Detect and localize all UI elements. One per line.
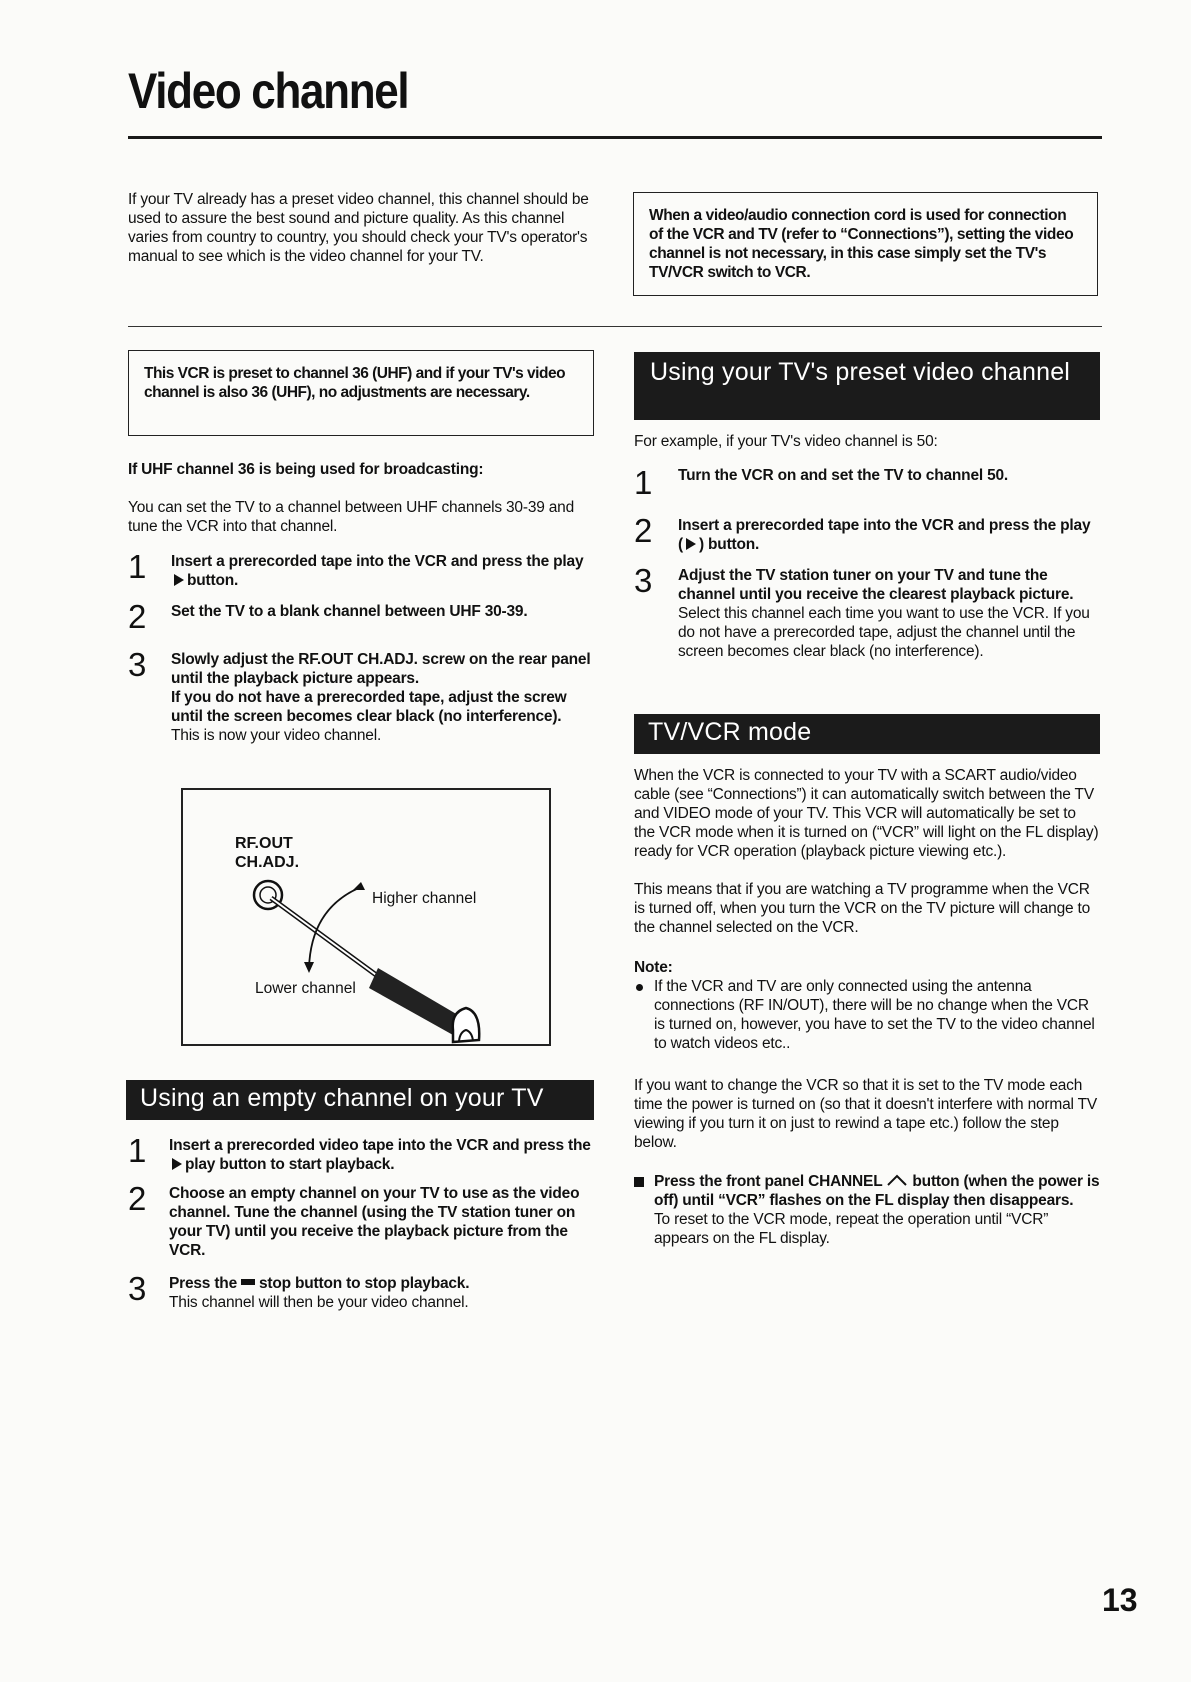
step-text: Insert a prerecorded tape into the VCR and press the play ( bbox=[678, 517, 1091, 553]
step-text-end: stop button to stop playback. bbox=[259, 1275, 470, 1292]
preset-step-2 bbox=[634, 512, 1099, 558]
empty-step-2 bbox=[128, 1180, 598, 1264]
uhf-step-3 bbox=[128, 646, 598, 770]
preset-info-text: This VCR is preset to channel 36 (UHF) and if your TV's video channel is also 36 (UHF), no adjustments are necessary. bbox=[144, 365, 566, 401]
step-text: Press the front panel CHANNEL bbox=[654, 1173, 883, 1190]
intro-paragraph: If your TV already has a preset video channel, this channel should be used to assure the best sound and picture quality. As this channel varies from country to country, you should check your TV's operator's manual to see which is the video channel for your TV. bbox=[128, 191, 589, 265]
step-text-end: ) button. bbox=[698, 536, 760, 553]
mode-paragraph-3: If you want to change the VCR so that it is set to the TV mode each time the power is turned on (so that it doesn't interfere with normal TV viewing if you turn it on just to rewind a tape etc.) follow the step below. bbox=[634, 1077, 1097, 1151]
step-number: 2 bbox=[128, 1180, 147, 1217]
stop-icon bbox=[241, 1279, 255, 1285]
bullet-icon bbox=[636, 984, 643, 991]
tv-vcr-mode-banner: TV/VCR mode bbox=[634, 714, 1100, 754]
channel-up-icon bbox=[886, 1174, 908, 1186]
connection-note-box bbox=[633, 192, 1098, 296]
rf-out-label: RF.OUT bbox=[235, 835, 293, 852]
play-icon bbox=[174, 574, 184, 586]
uhf-step-2 bbox=[128, 598, 598, 638]
ch-adj-label: CH.ADJ. bbox=[235, 854, 300, 871]
step-text-no-tape: If you do not have a prerecorded tape, adjust the screw until the screen becomes clear black (no interference). bbox=[171, 689, 567, 725]
step-number: 3 bbox=[128, 1270, 147, 1307]
play-icon bbox=[172, 1158, 182, 1170]
preset-step-3 bbox=[634, 562, 1099, 686]
step-text: Set the TV to a blank channel between UHF 30-39. bbox=[171, 603, 528, 620]
uhf-heading: If UHF channel 36 is being used for broadcasting: bbox=[128, 461, 484, 478]
step-text: Insert a prerecorded tape into the VCR and press the play bbox=[171, 553, 584, 570]
step-text: Adjust the TV station tuner on your TV and tune the channel until you receive the clearest playback picture. bbox=[678, 567, 1074, 603]
note-label: Note: bbox=[634, 959, 673, 976]
step-text: Insert a prerecorded video tape into the VCR and press the bbox=[169, 1137, 591, 1154]
step-number: 1 bbox=[128, 548, 147, 585]
example-text: For example, if your TV's video channel is 50: bbox=[634, 433, 938, 450]
step-text-end: play button to start playback. bbox=[185, 1156, 395, 1173]
step-detail: Select this channel each time you want to use the VCR. If you do not have a prerecorded tape, adjust the channel until the screen becomes clear black (no interference). bbox=[678, 605, 1090, 660]
preset-info-box bbox=[128, 350, 594, 436]
title-rule bbox=[128, 136, 1102, 139]
preset-step-1 bbox=[634, 466, 1099, 506]
channel-button-step bbox=[634, 1172, 1100, 1248]
empty-step-3 bbox=[128, 1270, 598, 1316]
step-text: Choose an empty channel on your TV to use as the video channel. Tune the channel (using the TV station tuner on your TV) until you receive the playback picture from the VCR. bbox=[169, 1185, 580, 1259]
section-rule bbox=[128, 326, 1102, 327]
empty-step-1 bbox=[128, 1132, 598, 1178]
step-number: 3 bbox=[634, 562, 653, 599]
step-number: 2 bbox=[128, 598, 147, 635]
page-number: 13 bbox=[1102, 1582, 1138, 1618]
connection-note-text: When a video/audio connection cord is used for connection of the VCR and TV (refer to “Connections”), setting the video channel is not necessary, in this case simply set the TV's TV/VCR switch to VCR. bbox=[649, 207, 1074, 281]
note-text: If the VCR and TV are only connected using the antenna connections (RF IN/OUT), there will be no change when the VCR is turned on, however, you have to set the TV to the video channel to watch videos etc.. bbox=[654, 978, 1095, 1052]
step-number: 3 bbox=[128, 646, 147, 683]
lower-channel-label: Lower channel bbox=[255, 980, 356, 997]
square-bullet-icon bbox=[634, 1177, 644, 1187]
empty-channel-banner: Using an empty channel on your TV bbox=[126, 1080, 594, 1120]
higher-channel-label: Higher channel bbox=[372, 890, 477, 907]
step-result: This channel will then be your video channel. bbox=[169, 1294, 469, 1311]
page-title: Video channel bbox=[128, 63, 409, 119]
step-number: 1 bbox=[128, 1132, 147, 1169]
rf-adjust-diagram bbox=[181, 788, 551, 1046]
step-number: 2 bbox=[634, 512, 653, 549]
step-text: Slowly adjust the RF.OUT CH.ADJ. screw on the rear panel until the playback picture appears. bbox=[171, 651, 591, 687]
uhf-step-1 bbox=[128, 548, 598, 594]
play-icon bbox=[686, 538, 696, 550]
step-detail: To reset to the VCR mode, repeat the operation until “VCR” appears on the FL display. bbox=[654, 1211, 1049, 1247]
uhf-intro: You can set the TV to a channel between UHF channels 30-39 and tune the VCR into that channel. bbox=[128, 499, 575, 535]
screwdriver-icon bbox=[183, 790, 549, 1044]
step-text: Turn the VCR on and set the TV to channel 50. bbox=[678, 467, 1009, 484]
note-item bbox=[634, 977, 1100, 1053]
step-number: 1 bbox=[634, 464, 653, 501]
step-text-end: button (when the power is off) until “VCR” flashes on the FL display then disappears. bbox=[654, 1173, 1100, 1209]
mode-paragraph-2: This means that if you are watching a TV programme when the VCR is turned off, when you turn the VCR on the TV picture will change to the channel selected on the VCR. bbox=[634, 881, 1091, 936]
step-text: Press the bbox=[169, 1275, 237, 1292]
step-result: This is now your video channel. bbox=[171, 727, 382, 744]
step-text-end: button. bbox=[187, 572, 239, 589]
mode-paragraph-1: When the VCR is connected to your TV with a SCART audio/video cable (see “Connections”) it can automatically switch between the TV and VIDEO mode of your TV. This VCR will automatically be set to the VCR mode when it is turned on (“VCR” will light on the FL display) ready for VCR operation (playback picture viewing etc.). bbox=[634, 767, 1099, 860]
preset-channel-banner: Using your TV's preset video channel bbox=[634, 352, 1100, 420]
